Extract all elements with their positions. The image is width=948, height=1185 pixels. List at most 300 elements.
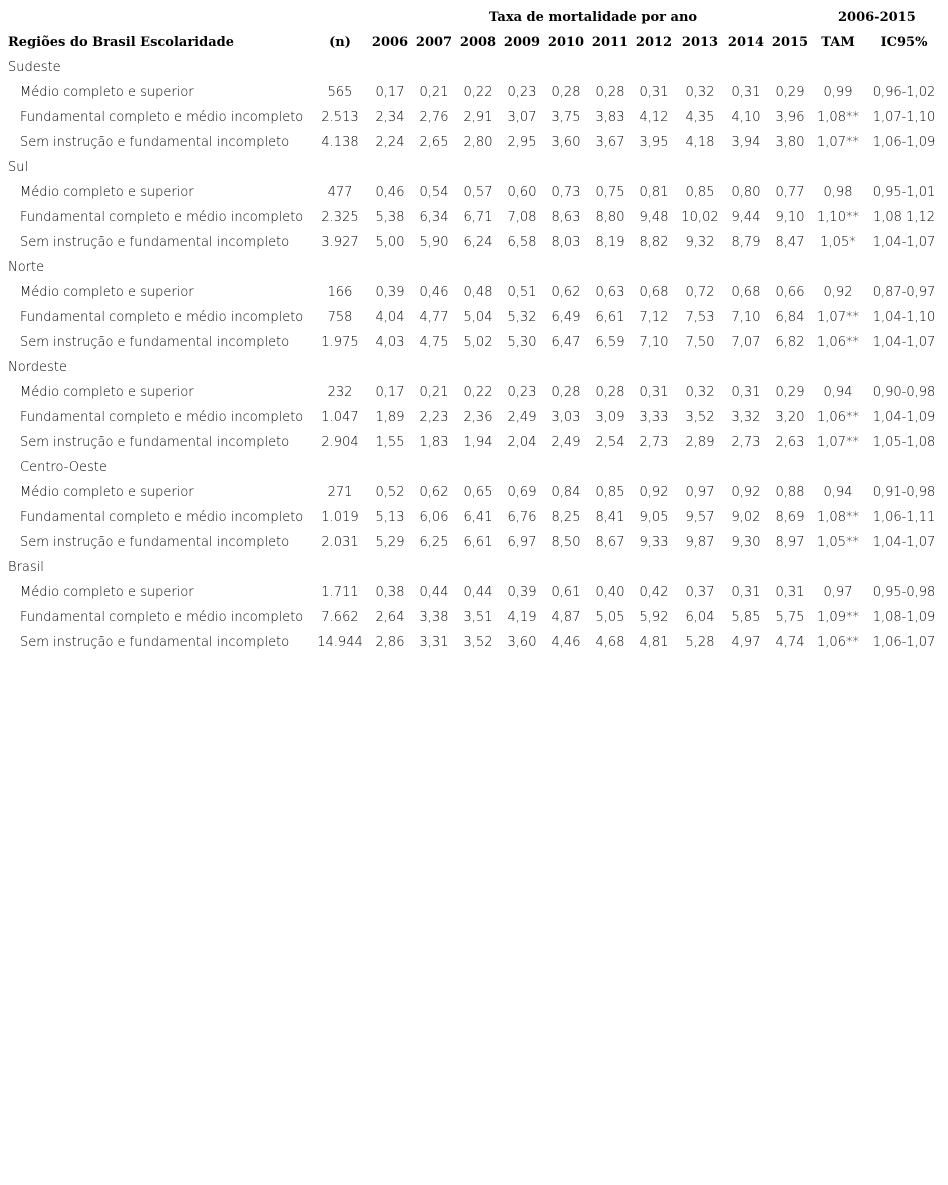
n-value: 3.927	[321, 235, 359, 250]
rate-value: 2,73	[639, 435, 669, 450]
rate-value: 0,23	[507, 85, 537, 100]
rate-value: 2,04	[507, 435, 537, 450]
rate-value: 6,04	[685, 610, 715, 625]
rate-value: 5,90	[419, 235, 449, 250]
rate-value: 0,31	[731, 385, 761, 400]
tam-value: 0,92	[823, 285, 853, 300]
ic95-value: 1,04-1,07	[872, 335, 936, 350]
header-tam: TAM	[821, 35, 855, 50]
rate-value: 3,95	[639, 135, 669, 150]
rate-value: 3,38	[419, 610, 449, 625]
rate-value: 4,12	[639, 110, 669, 125]
rate-value: 0,39	[375, 285, 405, 300]
region-row	[0, 255, 948, 280]
n-value: 1.047	[321, 410, 359, 425]
education-label: Sem instrução e fundamental incompleto	[20, 335, 290, 350]
tam-value: 0,97	[823, 585, 853, 600]
education-label: Fundamental completo e médio incompleto	[20, 210, 304, 225]
rate-value: 0,62	[419, 485, 449, 500]
rate-value: 0,80	[731, 185, 761, 200]
rate-value: 7,53	[685, 310, 715, 325]
rate-value: 0,69	[507, 485, 537, 500]
tam-value: 0,99	[823, 85, 853, 100]
rate-value: 0,31	[639, 85, 669, 100]
rate-value: 0,85	[685, 185, 715, 200]
education-label: Médio completo e superior	[20, 185, 194, 200]
education-label: Fundamental completo e médio incompleto	[20, 310, 304, 325]
rate-value: 6,82	[775, 335, 805, 350]
rate-value: 5,04	[463, 310, 493, 325]
tam-value: 1,08**	[817, 510, 859, 525]
super-header-row	[0, 5, 948, 30]
rate-value: 6,25	[419, 535, 449, 550]
region-label: Norte	[8, 260, 45, 275]
rate-value: 8,25	[551, 510, 581, 525]
n-value: 565	[327, 85, 353, 100]
rate-value: 8,41	[595, 510, 625, 525]
rate-value: 2,49	[507, 410, 537, 425]
rate-value: 0,46	[375, 185, 405, 200]
rate-value: 0,32	[685, 385, 715, 400]
header-year: 2014	[727, 35, 765, 50]
header-year: 2011	[591, 35, 629, 50]
rate-value: 0,60	[507, 185, 537, 200]
rate-value: 2,64	[375, 610, 405, 625]
rate-value: 2,86	[375, 635, 405, 650]
rate-value: 5,28	[685, 635, 715, 650]
rate-value: 3,33	[639, 410, 669, 425]
n-value: 2.325	[321, 210, 359, 225]
rate-value: 0,66	[775, 285, 805, 300]
rate-value: 0,68	[731, 285, 761, 300]
rate-value: 4,18	[685, 135, 715, 150]
n-value: 2.513	[321, 110, 359, 125]
rate-value: 4,03	[375, 335, 405, 350]
rate-value: 9,44	[731, 210, 761, 225]
rate-value: 5,13	[375, 510, 405, 525]
ic95-value: 0,91-0,98	[872, 485, 936, 500]
rate-value: 0,75	[595, 185, 625, 200]
rate-value: 0,17	[375, 85, 405, 100]
rate-value: 4,75	[419, 335, 449, 350]
rate-value: 0,81	[639, 185, 669, 200]
table-row	[0, 380, 948, 405]
rate-value: 4,35	[685, 110, 715, 125]
rate-value: 6,49	[551, 310, 581, 325]
header-label: Regiões do Brasil Escolaridade	[8, 35, 234, 50]
n-value: 477	[327, 185, 353, 200]
rate-value: 9,87	[685, 535, 715, 550]
ic95-value: 1,08 1,12	[872, 210, 936, 225]
rate-value: 6,71	[463, 210, 493, 225]
region-label: Centro-Oeste	[20, 460, 107, 475]
header-year: 2006	[371, 35, 409, 50]
header-year: 2009	[503, 35, 541, 50]
header-ic95: IC95%	[880, 35, 928, 50]
rate-value: 2,91	[463, 110, 493, 125]
rate-value: 4,19	[507, 610, 537, 625]
region-row	[0, 355, 948, 380]
rate-value: 0,38	[375, 585, 405, 600]
rate-value: 0,39	[507, 585, 537, 600]
education-label: Sem instrução e fundamental incompleto	[20, 135, 290, 150]
rate-value: 6,41	[463, 510, 493, 525]
education-label: Fundamental completo e médio incompleto	[20, 110, 304, 125]
table-row	[0, 130, 948, 155]
rate-value: 7,08	[507, 210, 537, 225]
tam-value: 0,94	[823, 485, 853, 500]
rate-value: 1,55	[375, 435, 405, 450]
table-row	[0, 505, 948, 530]
rate-value: 0,62	[551, 285, 581, 300]
ic95-value: 0,95-0,98	[872, 585, 936, 600]
n-value: 166	[327, 285, 353, 300]
n-value: 271	[327, 485, 353, 500]
rate-value: 6,58	[507, 235, 537, 250]
rate-value: 2,65	[419, 135, 449, 150]
n-value: 7.662	[321, 610, 359, 625]
rate-value: 9,10	[775, 210, 805, 225]
ic95-value: 1,04-1,09	[872, 410, 936, 425]
rate-value: 3,20	[775, 410, 805, 425]
rate-value: 4,10	[731, 110, 761, 125]
n-value: 14.944	[317, 635, 363, 650]
n-value: 2.031	[321, 535, 359, 550]
ic95-value: 1,06-1,07	[872, 635, 936, 650]
education-label: Médio completo e superior	[20, 285, 194, 300]
table-row	[0, 580, 948, 605]
rate-value: 9,32	[685, 235, 715, 250]
rate-value: 0,42	[639, 585, 669, 600]
rate-value: 7,07	[731, 335, 761, 350]
rate-value: 9,05	[639, 510, 669, 525]
rate-value: 8,67	[595, 535, 625, 550]
rate-value: 1,83	[419, 435, 449, 450]
rate-value: 3,83	[595, 110, 625, 125]
rate-value: 0,84	[551, 485, 581, 500]
rate-value: 4,87	[551, 610, 581, 625]
rate-value: 0,28	[595, 385, 625, 400]
header-year: 2013	[681, 35, 719, 50]
region-label: Brasil	[8, 560, 44, 575]
tam-value: 1,08**	[817, 110, 859, 125]
rate-value: 2,80	[463, 135, 493, 150]
rate-value: 2,54	[595, 435, 625, 450]
rate-value: 7,50	[685, 335, 715, 350]
rate-value: 0,21	[419, 85, 449, 100]
education-label: Sem instrução e fundamental incompleto	[20, 535, 290, 550]
ic95-value: 1,04-1,07	[872, 535, 936, 550]
region-label: Nordeste	[8, 360, 67, 375]
table-row	[0, 430, 948, 455]
tam-value: 1,06**	[817, 635, 859, 650]
rate-value: 7,10	[639, 335, 669, 350]
rate-value: 0,17	[375, 385, 405, 400]
rate-value: 0,40	[595, 585, 625, 600]
table-row	[0, 80, 948, 105]
rate-value: 5,00	[375, 235, 405, 250]
rate-value: 8,82	[639, 235, 669, 250]
education-label: Sem instrução e fundamental incompleto	[20, 635, 290, 650]
rate-value: 6,06	[419, 510, 449, 525]
rate-value: 0,92	[639, 485, 669, 500]
ic95-value: 1,08-1,09	[872, 610, 936, 625]
rate-value: 9,30	[731, 535, 761, 550]
table-row	[0, 605, 948, 630]
rate-value: 3,60	[551, 135, 581, 150]
rate-value: 0,31	[731, 85, 761, 100]
rate-value: 0,44	[463, 585, 493, 600]
ic95-value: 1,05-1,08	[872, 435, 936, 450]
tam-value: 1,06**	[817, 335, 859, 350]
rate-value: 5,29	[375, 535, 405, 550]
rate-value: 0,54	[419, 185, 449, 200]
rate-value: 6,76	[507, 510, 537, 525]
rate-value: 6,97	[507, 535, 537, 550]
rate-value: 4,68	[595, 635, 625, 650]
table-row	[0, 530, 948, 555]
rate-value: 5,02	[463, 335, 493, 350]
rate-value: 5,32	[507, 310, 537, 325]
table-row	[0, 305, 948, 330]
tam-value: 1,07**	[817, 435, 859, 450]
table-row	[0, 330, 948, 355]
n-value: 1.975	[321, 335, 359, 350]
rate-value: 2,76	[419, 110, 449, 125]
rate-value: 2,73	[731, 435, 761, 450]
header-year: 2008	[459, 35, 497, 50]
rate-value: 0,28	[595, 85, 625, 100]
tam-value: 1,07**	[817, 310, 859, 325]
rate-value: 2,95	[507, 135, 537, 150]
rate-value: 4,46	[551, 635, 581, 650]
rate-value: 0,31	[731, 585, 761, 600]
rate-value: 6,34	[419, 210, 449, 225]
rate-value: 4,77	[419, 310, 449, 325]
education-label: Médio completo e superior	[20, 485, 194, 500]
education-label: Médio completo e superior	[20, 85, 194, 100]
rate-value: 8,80	[595, 210, 625, 225]
rate-value: 6,61	[463, 535, 493, 550]
ic95-value: 1,06-1,09	[872, 135, 936, 150]
rate-value: 8,79	[731, 235, 761, 250]
rate-value: 0,29	[775, 385, 805, 400]
rate-value: 8,47	[775, 235, 805, 250]
rate-value: 6,24	[463, 235, 493, 250]
rate-value: 0,88	[775, 485, 805, 500]
rate-value: 0,65	[463, 485, 493, 500]
rate-value: 8,19	[595, 235, 625, 250]
rate-value: 6,61	[595, 310, 625, 325]
rate-value: 9,57	[685, 510, 715, 525]
rate-value: 0,32	[685, 85, 715, 100]
rate-value: 0,68	[639, 285, 669, 300]
rate-value: 3,60	[507, 635, 537, 650]
rate-value: 5,38	[375, 210, 405, 225]
rate-value: 0,97	[685, 485, 715, 500]
rate-value: 8,69	[775, 510, 805, 525]
n-value: 758	[327, 310, 353, 325]
rate-value: 0,23	[507, 385, 537, 400]
rate-value: 0,72	[685, 285, 715, 300]
rate-value: 2,89	[685, 435, 715, 450]
rate-value: 6,47	[551, 335, 581, 350]
ic95-value: 1,04-1,07	[872, 235, 936, 250]
n-value: 4.138	[321, 135, 359, 150]
table-row	[0, 630, 948, 655]
rate-value: 0,48	[463, 285, 493, 300]
header-row	[0, 30, 948, 55]
rate-value: 3,51	[463, 610, 493, 625]
ic95-value: 0,87-0,97	[872, 285, 936, 300]
rate-value: 3,31	[419, 635, 449, 650]
rate-value: 0,51	[507, 285, 537, 300]
rate-value: 5,92	[639, 610, 669, 625]
rate-value: 4,81	[639, 635, 669, 650]
rate-value: 3,52	[685, 410, 715, 425]
tam-value: 0,94	[823, 385, 853, 400]
education-label: Médio completo e superior	[20, 385, 194, 400]
rate-value: 9,02	[731, 510, 761, 525]
rate-value: 0,52	[375, 485, 405, 500]
table-row	[0, 405, 948, 430]
rate-value: 2,34	[375, 110, 405, 125]
rate-value: 4,97	[731, 635, 761, 650]
n-value: 232	[327, 385, 353, 400]
rate-value: 5,30	[507, 335, 537, 350]
rate-value: 0,63	[595, 285, 625, 300]
rate-value: 3,03	[551, 410, 581, 425]
rate-value: 5,85	[731, 610, 761, 625]
rate-value: 3,75	[551, 110, 581, 125]
table-row	[0, 105, 948, 130]
ic95-value: 1,04-1,10	[872, 310, 936, 325]
rate-value: 2,36	[463, 410, 493, 425]
rate-value: 3,94	[731, 135, 761, 150]
rate-value: 8,97	[775, 535, 805, 550]
rate-value: 3,96	[775, 110, 805, 125]
rate-value: 0,85	[595, 485, 625, 500]
n-value: 1.711	[321, 585, 359, 600]
period-group-label: 2006-2015	[838, 10, 916, 25]
rate-value: 0,22	[463, 85, 493, 100]
rate-value: 0,37	[685, 585, 715, 600]
header-year: 2015	[771, 35, 809, 50]
rate-value: 9,48	[639, 210, 669, 225]
ic95-value: 1,06-1,11	[872, 510, 936, 525]
rate-value: 0,28	[551, 85, 581, 100]
rate-value: 2,24	[375, 135, 405, 150]
rate-value: 0,77	[775, 185, 805, 200]
rate-value: 3,80	[775, 135, 805, 150]
n-value: 1.019	[321, 510, 359, 525]
header-year: 2010	[547, 35, 585, 50]
tam-value: 1,06**	[817, 410, 859, 425]
education-label: Fundamental completo e médio incompleto	[20, 510, 304, 525]
education-label: Médio completo e superior	[20, 585, 194, 600]
rate-value: 8,50	[551, 535, 581, 550]
tam-value: 1,09**	[817, 610, 859, 625]
rate-value: 2,63	[775, 435, 805, 450]
header-year: 2007	[415, 35, 453, 50]
ic95-value: 0,96-1,02	[872, 85, 936, 100]
header-n: (n)	[329, 35, 351, 50]
rate-value: 0,21	[419, 385, 449, 400]
table-row	[0, 230, 948, 255]
rate-value: 3,07	[507, 110, 537, 125]
rate-value: 9,33	[639, 535, 669, 550]
tam-value: 1,10**	[817, 210, 859, 225]
table-row	[0, 205, 948, 230]
table-row	[0, 280, 948, 305]
rate-value: 6,84	[775, 310, 805, 325]
rate-value: 8,03	[551, 235, 581, 250]
tam-value: 1,07**	[817, 135, 859, 150]
region-row	[0, 455, 948, 480]
rate-value: 0,73	[551, 185, 581, 200]
rate-value: 0,31	[639, 385, 669, 400]
tam-value: 1,05*	[820, 235, 856, 250]
region-label: Sudeste	[8, 60, 61, 75]
rate-value: 0,29	[775, 85, 805, 100]
ic95-value: 0,95-1,01	[872, 185, 936, 200]
rate-value: 6,59	[595, 335, 625, 350]
rate-value: 7,10	[731, 310, 761, 325]
table-row	[0, 180, 948, 205]
rate-value: 0,46	[419, 285, 449, 300]
rate-value: 1,94	[463, 435, 493, 450]
rate-value: 0,31	[775, 585, 805, 600]
tam-value: 1,05**	[817, 535, 859, 550]
ic95-value: 0,90-0,98	[872, 385, 936, 400]
rate-value: 2,49	[551, 435, 581, 450]
rate-value: 2,23	[419, 410, 449, 425]
ic95-value: 1,07-1,10	[872, 110, 936, 125]
education-label: Fundamental completo e médio incompleto	[20, 610, 304, 625]
rate-value: 3,67	[595, 135, 625, 150]
region-row	[0, 55, 948, 80]
region-row	[0, 555, 948, 580]
education-label: Sem instrução e fundamental incompleto	[20, 235, 290, 250]
rate-value: 0,22	[463, 385, 493, 400]
tam-value: 0,98	[823, 185, 853, 200]
table-row	[0, 480, 948, 505]
rate-value: 7,12	[639, 310, 669, 325]
rates-group-label: Taxa de mortalidade por ano	[489, 10, 698, 25]
rate-value: 1,89	[375, 410, 405, 425]
rate-value: 10,02	[681, 210, 719, 225]
region-row	[0, 155, 948, 180]
rate-value: 5,75	[775, 610, 805, 625]
rate-value: 4,04	[375, 310, 405, 325]
rate-value: 0,44	[419, 585, 449, 600]
rate-value: 0,57	[463, 185, 493, 200]
rate-value: 3,32	[731, 410, 761, 425]
header-year: 2012	[635, 35, 673, 50]
education-label: Sem instrução e fundamental incompleto	[20, 435, 290, 450]
rate-value: 0,92	[731, 485, 761, 500]
rate-value: 0,28	[551, 385, 581, 400]
region-label: Sul	[8, 160, 29, 175]
rate-value: 4,74	[775, 635, 805, 650]
n-value: 2.904	[321, 435, 359, 450]
education-label: Fundamental completo e médio incompleto	[20, 410, 304, 425]
rate-value: 0,61	[551, 585, 581, 600]
rate-value: 5,05	[595, 610, 625, 625]
rate-value: 3,09	[595, 410, 625, 425]
rate-value: 3,52	[463, 635, 493, 650]
rate-value: 8,63	[551, 210, 581, 225]
